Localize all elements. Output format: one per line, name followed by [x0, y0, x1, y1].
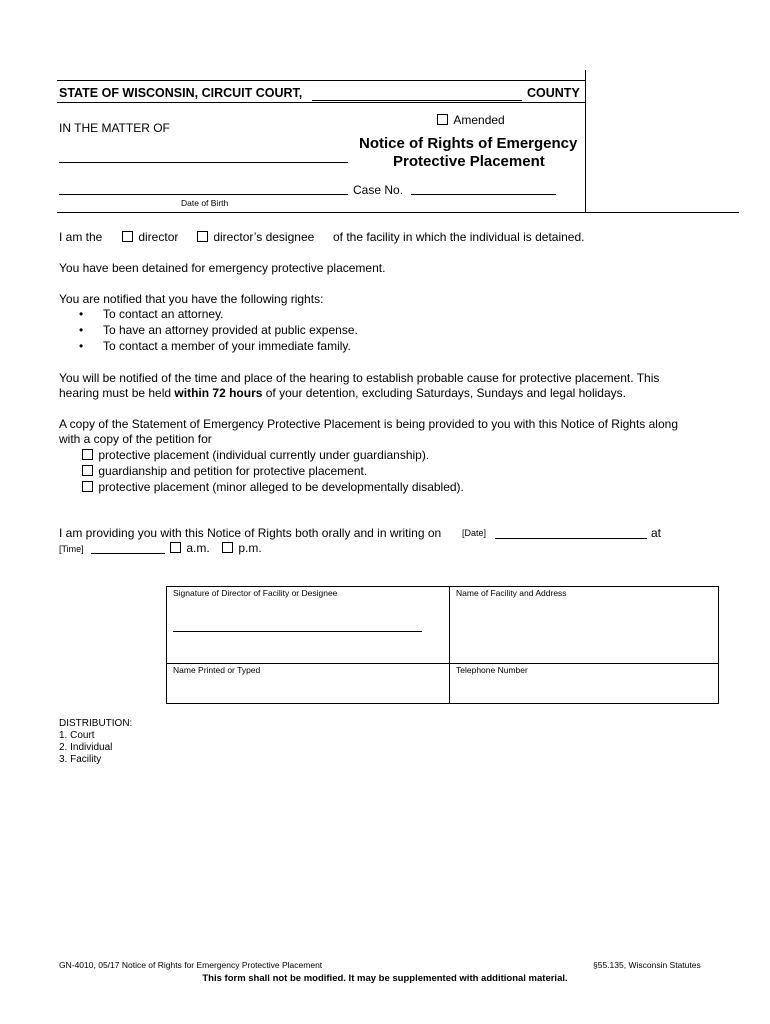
header-top-rule — [57, 80, 585, 81]
amended-checkbox[interactable] — [437, 114, 448, 125]
case-no-line[interactable] — [411, 194, 556, 195]
designee-label: director’s designee — [213, 230, 315, 244]
signature-box-midline — [166, 663, 719, 664]
rights-list — [59, 306, 559, 354]
petition-options — [82, 447, 464, 495]
signature-box-divider — [449, 586, 450, 704]
time-line[interactable] — [91, 553, 165, 554]
modification-notice: This form shall not be modified. It may be supplemented with additional material. — [202, 973, 568, 984]
i-am-the-label: I am the — [59, 230, 103, 244]
am-checkbox[interactable] — [170, 542, 181, 553]
pm-option[interactable] — [222, 541, 262, 555]
signature-box — [166, 586, 719, 704]
date-line[interactable] — [495, 538, 647, 539]
hearing-paragraph-line2: hearing must be held within 72 hours of your detention, excluding Saturdays, Sundays and legal holidays. — [59, 386, 626, 400]
copy-paragraph-line1: A copy of the Statement of Emergency Protective Placement is being provided to you with this Notice of Rights along — [59, 417, 678, 431]
statute-reference: §55.135, Wisconsin Statutes — [593, 960, 701, 970]
petition-checkbox[interactable] — [82, 465, 93, 476]
petition-checkbox[interactable] — [82, 449, 93, 460]
petition-option-minor[interactable]: protective placement (minor alleged to be developmentally disabled). — [82, 479, 464, 495]
amended-label: Amended — [453, 113, 505, 127]
distribution-item: 2. Individual — [59, 742, 113, 753]
facility-detained-text: of the facility in which the individual is detained. — [333, 230, 585, 244]
bullet-icon: • — [79, 323, 84, 337]
distribution-item: 1. Court — [59, 730, 95, 741]
signature-line[interactable] — [173, 631, 422, 632]
distribution-item: 3. Facility — [59, 754, 102, 765]
providing-statement: I am providing you with this Notice of Rights both orally and in writing on — [59, 526, 442, 540]
role-line — [59, 230, 102, 244]
petition-checkbox[interactable] — [82, 481, 93, 492]
pm-label: p.m. — [238, 541, 262, 555]
date-of-birth-label: Date of Birth — [181, 198, 229, 208]
am-option[interactable] — [170, 541, 210, 555]
name-printed-label: Name Printed or Typed — [173, 665, 261, 675]
date-of-birth-line[interactable] — [59, 194, 348, 195]
form-id: GN-4010, 05/17 Notice of Rights for Emergency Protective Placement — [59, 960, 323, 970]
pm-checkbox[interactable] — [222, 542, 233, 553]
subject-name-line[interactable] — [59, 162, 348, 163]
telephone-label: Telephone Number — [456, 665, 528, 675]
distribution-block — [59, 718, 132, 766]
designee-checkbox[interactable] — [197, 231, 208, 242]
signature-label: Signature of Director of Facility or Designee — [173, 588, 338, 598]
copy-paragraph-line2: with a copy of the petition for — [59, 432, 212, 446]
director-checkbox[interactable] — [122, 231, 133, 242]
rights-list-item: • To contact a member of your immediate family. — [79, 339, 351, 353]
hearing-deadline: within 72 hours — [174, 386, 263, 400]
county-label: COUNTY — [527, 86, 580, 100]
hearing-paragraph-line1: You will be notified of the time and place of the hearing to establish probable cause for protective placement. This — [59, 371, 660, 385]
in-the-matter-of-label: IN THE MATTER OF — [59, 121, 170, 135]
am-label: a.m. — [186, 541, 210, 555]
director-option[interactable] — [122, 230, 178, 244]
state-court-label: STATE OF WISCONSIN, CIRCUIT COURT, — [59, 86, 303, 100]
at-label: at — [651, 526, 662, 540]
director-label: director — [138, 230, 179, 244]
petition-option-guardianship-placement[interactable]: protective placement (individual currently under guardianship). — [82, 447, 464, 463]
form-title-line1: Notice of Rights of Emergency — [359, 135, 578, 152]
distribution-heading: DISTRIBUTION: — [59, 718, 133, 729]
detained-statement: You have been detained for emergency protective placement. — [59, 261, 386, 275]
amended-option[interactable] — [437, 113, 505, 127]
rights-list-item: • To have an attorney provided at public expense. — [79, 323, 358, 337]
facility-address-label: Name of Facility and Address — [456, 588, 567, 598]
form-title-line2: Protective Placement — [393, 153, 545, 170]
bullet-icon: • — [79, 307, 84, 321]
header-bottom-rule — [57, 212, 739, 213]
designee-option[interactable] — [197, 230, 314, 244]
header-mid-rule — [57, 102, 585, 103]
bullet-icon: • — [79, 339, 84, 353]
date-label: [Date] — [462, 528, 487, 538]
petition-option-guardianship-petition[interactable]: guardianship and petition for protective placement. — [82, 463, 464, 479]
header-right-divider — [585, 70, 586, 212]
county-name-field[interactable] — [312, 88, 522, 101]
rights-list-item: • To contact an attorney. — [79, 307, 224, 321]
case-no-label: Case No. — [353, 183, 404, 197]
time-label: [Time] — [59, 544, 84, 554]
rights-intro: You are notified that you have the following rights: — [59, 292, 324, 306]
